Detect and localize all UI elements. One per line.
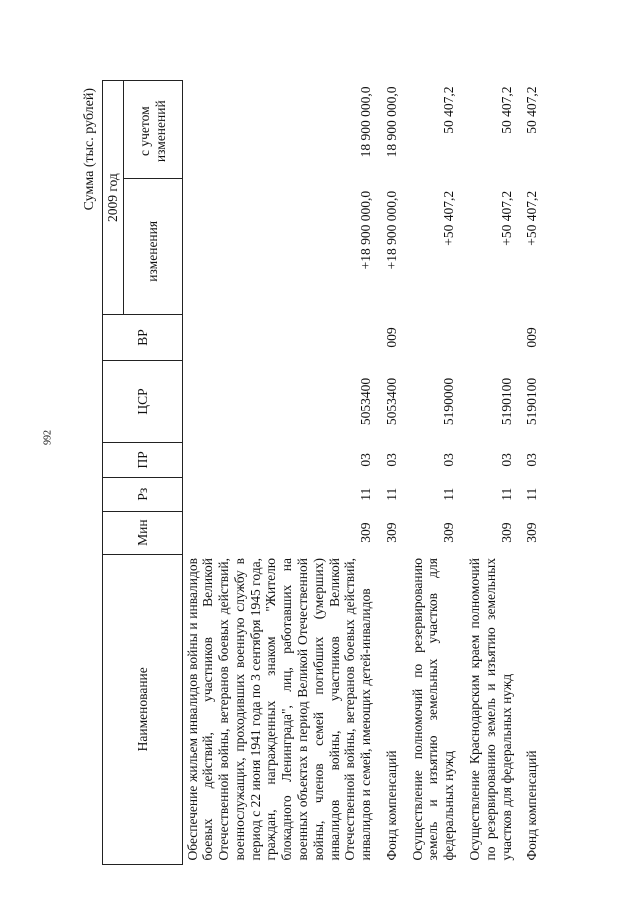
row-vr [459,315,516,361]
table-row [182,81,376,865]
row-vr [182,315,376,361]
header-name: Наименование [103,554,183,864]
row-csr: 5190100 [498,377,514,426]
row-csr: 5053400 [358,377,374,426]
header-with-changes: с учетом изменений [123,81,182,179]
row-min: 309 [383,522,399,543]
row-total: 50 407,2 [441,86,457,134]
rotated-document-page [80,80,600,865]
row-csr: 5190000 [441,377,457,426]
row-rz: 11 [358,487,374,501]
table-row [376,81,402,865]
row-name: Обеспечение жильем инвалидов войны и инвалидов боевых действий, участников Великой Отечественной войны, ветеранов боевых действий, военнослужащих, проходивших военную службу в период с 22 июня 1941 года по 3 сентября 1945 года, граждан, награжденных знаком "Жителю блокадного Ленинграда", лиц, работавших на военных объектах в период Великой Отечественной войны, членов семей погибших (умерших) инвалидов войны, участников Великой Отечественной войны, ветеранов боевых действий, инвалидов и семей, имеющих детей-инвалидов [184,558,374,861]
header-changes: изменения [123,179,182,315]
row-change: +50 407,2 [524,190,540,246]
row-min: 309 [524,522,540,543]
row-total: 50 407,2 [498,86,514,134]
row-pr: 03 [524,453,540,467]
row-total: 18 900 000,0 [383,86,399,158]
row-total: 50 407,2 [524,86,540,134]
row-csr: 5190100 [524,377,540,426]
row-name: Осуществление Краснодарским краем полномочий по резервированию земель и изъятию земельных участков для федеральных нужд [467,558,514,861]
row-min: 309 [358,522,374,543]
header-csr: ЦСР [103,360,183,442]
row-rz: 11 [524,487,540,501]
table-row [402,81,459,865]
row-name: Фонд компенсаций [524,750,540,861]
row-pr: 03 [358,453,374,467]
row-total: 18 900 000,0 [358,86,374,158]
row-pr: 03 [383,453,399,467]
row-change: +50 407,2 [498,190,514,246]
units-caption: Сумма (тыс. рублей) [82,88,97,211]
row-csr: 5053400 [383,377,399,426]
budget-table [102,80,542,865]
row-min: 309 [441,522,457,543]
row-vr [402,315,459,361]
row-change: +50 407,2 [441,190,457,246]
header-rz: Рз [103,477,183,511]
header-min: Мин [103,511,183,554]
table-row [459,81,516,865]
row-change: +18 900 000,0 [358,190,374,270]
row-name: Осуществление полномочий по резервированию земель и изъятию земельных участков для федеральных нужд [409,558,457,861]
row-pr: 03 [441,453,457,467]
row-pr: 03 [498,453,514,467]
row-name: Фонд компенсаций [383,750,399,861]
row-rz: 11 [498,487,514,501]
row-min: 309 [498,522,514,543]
header-year: 2009 год [103,81,124,315]
row-vr: 009 [524,327,540,348]
table-row [516,81,542,865]
row-change: +18 900 000,0 [383,190,399,270]
row-vr: 009 [383,327,399,348]
header-pr: ПР [103,443,183,478]
header-vr: ВР [103,315,183,361]
row-rz: 11 [441,487,457,501]
row-rz: 11 [383,487,399,501]
page-number: 992 [42,430,54,445]
